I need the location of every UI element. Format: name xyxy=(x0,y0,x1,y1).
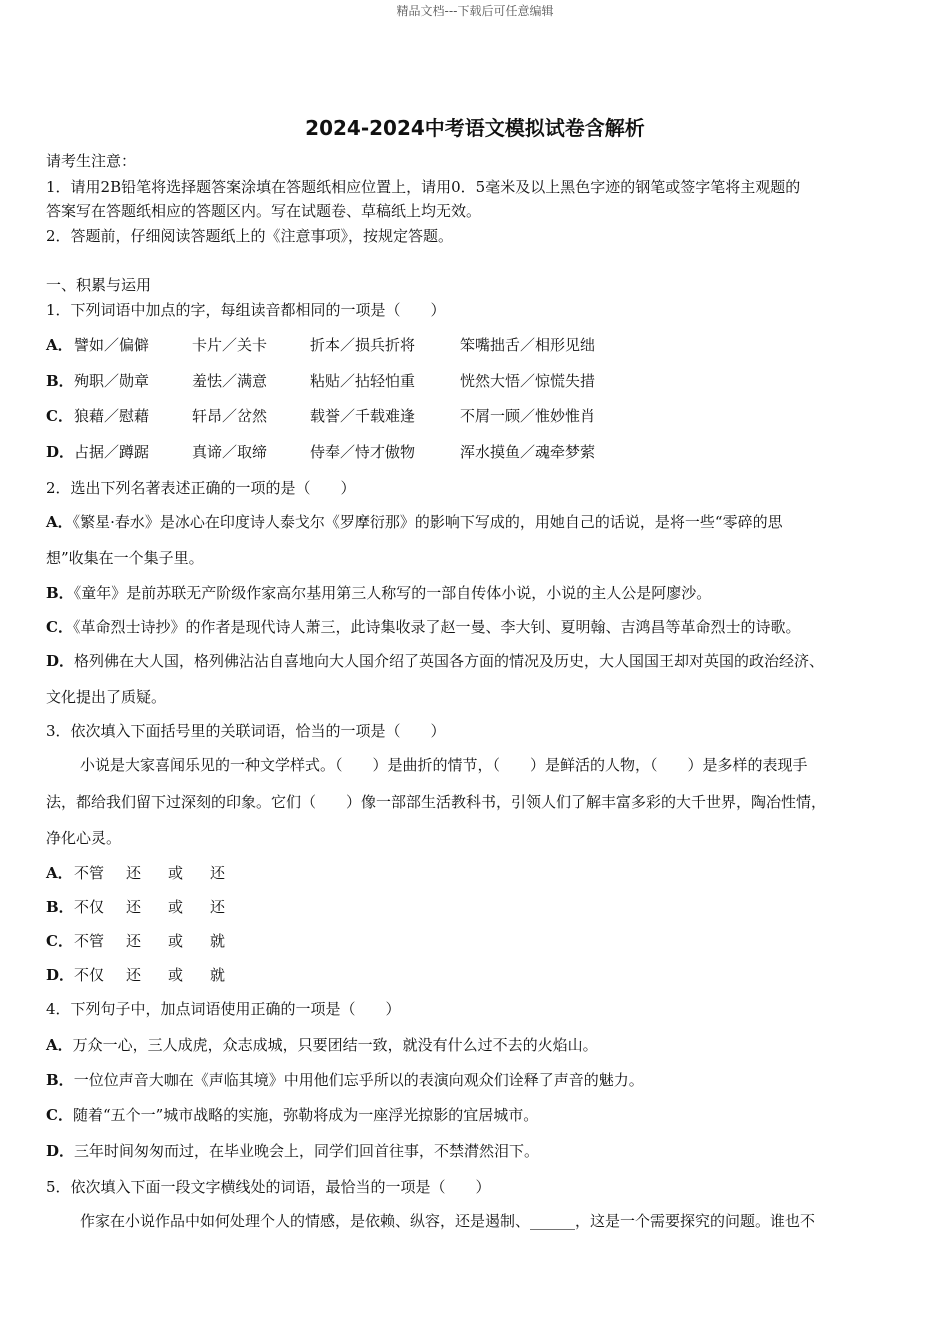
q2-option-c xyxy=(46,617,800,637)
q4-option-b xyxy=(46,1070,644,1090)
option-label: A． xyxy=(46,336,73,354)
page-header: 精品文档---下载后可任意编辑 xyxy=(396,4,554,18)
q3-passage-line: 净化心灵。 xyxy=(46,829,122,847)
q2-option-d xyxy=(46,651,824,671)
q3-passage-line: 小说是大家喜闻乐见的一种文学样式。（ ）是曲折的情节，（ ）是鲜活的人物，（ ）是多样的表现手 xyxy=(80,756,808,774)
option-word: 狼藉／慰藉 xyxy=(74,407,150,425)
option-word: 或 xyxy=(168,966,184,984)
option-label: C． xyxy=(46,932,73,950)
option-word: 占据／蹲踞 xyxy=(74,443,150,461)
option-text: 万众一心，三人成虎，众志成城，只要团结一致，就没有什么过不去的火焰山。 xyxy=(72,1036,598,1054)
option-word: 恍然大悟／惊慌失措 xyxy=(460,372,596,390)
option-word: 粘贴／拈轻怕重 xyxy=(310,372,416,390)
option-text: 三年时间匆匆而过，在毕业晚会上，同学们回首往事，不禁潸然泪下。 xyxy=(74,1142,540,1160)
option-word: 卡片／关卡 xyxy=(192,336,268,354)
option-label: C． xyxy=(46,1106,73,1124)
q3-option-a xyxy=(46,863,252,883)
option-word: 还 xyxy=(126,932,142,950)
q2-option-a-cont: 想”收集在一个集子里。 xyxy=(46,549,204,567)
q1-option-b xyxy=(46,371,630,391)
option-word: 或 xyxy=(168,932,184,950)
notice-item-1: 1．请用2B铅笔将选择题答案涂填在答题纸相应位置上，请用0．5毫米及以上黑色字迹的钢笔或签字笔将主观题的 xyxy=(46,178,801,196)
option-text: 一位位声音大咖在《声临其境》中用他们忘乎所以的表演向观众们诠释了声音的魅力。 xyxy=(73,1071,644,1089)
option-label: D． xyxy=(46,652,75,670)
notice-heading: 请考生注意： xyxy=(46,152,137,170)
option-text: 《繁星·春水》是冰心在印度诗人泰戈尔《罗摩衍那》的影响下写成的，用她自己的话说，是将一些“零碎的思 xyxy=(72,513,783,531)
option-word: 或 xyxy=(168,898,184,916)
option-label: A． xyxy=(46,513,73,531)
option-label: A． xyxy=(46,864,73,882)
option-text: 《童年》是前苏联无产阶级作家高尔基用第三人称写的一部自传体小说，小说的主人公是阿廖沙。 xyxy=(73,584,712,602)
option-word: 不仅 xyxy=(74,966,105,984)
option-word: 或 xyxy=(168,864,184,882)
q4-option-c xyxy=(46,1105,538,1125)
q3-option-b xyxy=(46,897,252,917)
option-label: D． xyxy=(46,443,75,461)
option-word: 还 xyxy=(126,966,142,984)
option-word: 笨嘴拙舌／相形见绌 xyxy=(460,336,596,354)
option-word: 还 xyxy=(126,898,142,916)
option-label: B． xyxy=(46,1071,74,1089)
q1-stem: 1．下列词语中加点的字，每组读音都相同的一项是（ ） xyxy=(46,301,446,319)
option-label: B． xyxy=(46,898,74,916)
option-word: 譬如／偏僻 xyxy=(74,336,150,354)
option-word: 还 xyxy=(210,864,226,882)
option-word: 不管 xyxy=(74,932,105,950)
notice-item-1-cont: 答案写在答题纸相应的答题区内。写在试题卷、草稿纸上均无效。 xyxy=(46,202,482,220)
option-word: 不管 xyxy=(74,864,105,882)
q2-option-b xyxy=(46,583,711,603)
q3-option-d xyxy=(46,965,252,985)
q3-passage-line: 法，都给我们留下过深刻的印象。它们（ ）像一部部生活教科书，引领人们了解丰富多彩的大千世界，陶冶性情， xyxy=(46,793,827,811)
notice-item-2: 2．答题前，仔细阅读答题纸上的《注意事项》，按规定答题。 xyxy=(46,227,454,245)
option-word: 真谛／取缔 xyxy=(192,443,268,461)
option-label: B． xyxy=(46,372,74,390)
option-word: 浑水摸鱼／魂牵梦萦 xyxy=(460,443,596,461)
option-text: 格列佛在大人国，格列佛沾沾自喜地向大人国介绍了英国各方面的情况及历史，大人国国王却对英国的政治经济、 xyxy=(74,652,825,670)
q3-stem: 3．依次填入下面括号里的关联词语，恰当的一项是（ ） xyxy=(46,722,446,740)
option-label: B． xyxy=(46,584,74,602)
q2-stem: 2．选出下列名著表述正确的一项的是（ ） xyxy=(46,479,356,497)
option-word: 就 xyxy=(210,932,226,950)
q1-option-a xyxy=(46,335,630,355)
option-text: 《革命烈士诗抄》的作者是现代诗人萧三，此诗集收录了赵一曼、李大钊、夏明翰、吉鸿昌等革命烈士的诗歌。 xyxy=(72,618,801,636)
q3-option-c xyxy=(46,931,252,951)
option-word: 还 xyxy=(126,864,142,882)
option-word: 载誉／千载难逢 xyxy=(310,407,416,425)
option-word: 轩昂／岔然 xyxy=(192,407,268,425)
q4-option-d xyxy=(46,1141,539,1161)
q5-passage-line: 作家在小说作品中如何处理个人的情感，是依赖、纵容，还是遏制、______，这是一个需要探究的问题。谁也不 xyxy=(80,1212,816,1230)
option-word: 不屑一顾／惟妙惟肖 xyxy=(460,407,596,425)
option-label: D． xyxy=(46,1142,75,1160)
option-word: 侍奉／恃才傲物 xyxy=(310,443,416,461)
option-word: 不仅 xyxy=(74,898,105,916)
section-heading: 一、积累与运用 xyxy=(46,276,152,294)
option-word: 折本／损兵折将 xyxy=(310,336,416,354)
q1-option-c xyxy=(46,406,630,426)
q2-option-a xyxy=(46,512,783,532)
option-text: 随着“五个一”城市战略的实施，弥勒将成为一座浮光掠影的宜居城市。 xyxy=(72,1106,539,1124)
option-word: 就 xyxy=(210,966,226,984)
q1-option-d xyxy=(46,442,630,462)
option-word: 羞怯／满意 xyxy=(192,372,268,390)
option-word: 殉职／勋章 xyxy=(74,372,150,390)
option-label: C． xyxy=(46,407,73,425)
q4-stem: 4．下列句子中，加点词语使用正确的一项是（ ） xyxy=(46,1000,401,1018)
page-title: 2024-2024中考语文模拟试卷含解析 xyxy=(305,116,645,140)
q5-stem: 5．依次填入下面一段文字横线处的词语，最恰当的一项是（ ） xyxy=(46,1178,491,1196)
q2-option-d-cont: 文化提出了质疑。 xyxy=(46,688,167,706)
option-word: 还 xyxy=(210,898,226,916)
option-label: C． xyxy=(46,618,73,636)
option-label: D． xyxy=(46,966,75,984)
q4-option-a xyxy=(46,1035,598,1055)
option-label: A． xyxy=(46,1036,73,1054)
